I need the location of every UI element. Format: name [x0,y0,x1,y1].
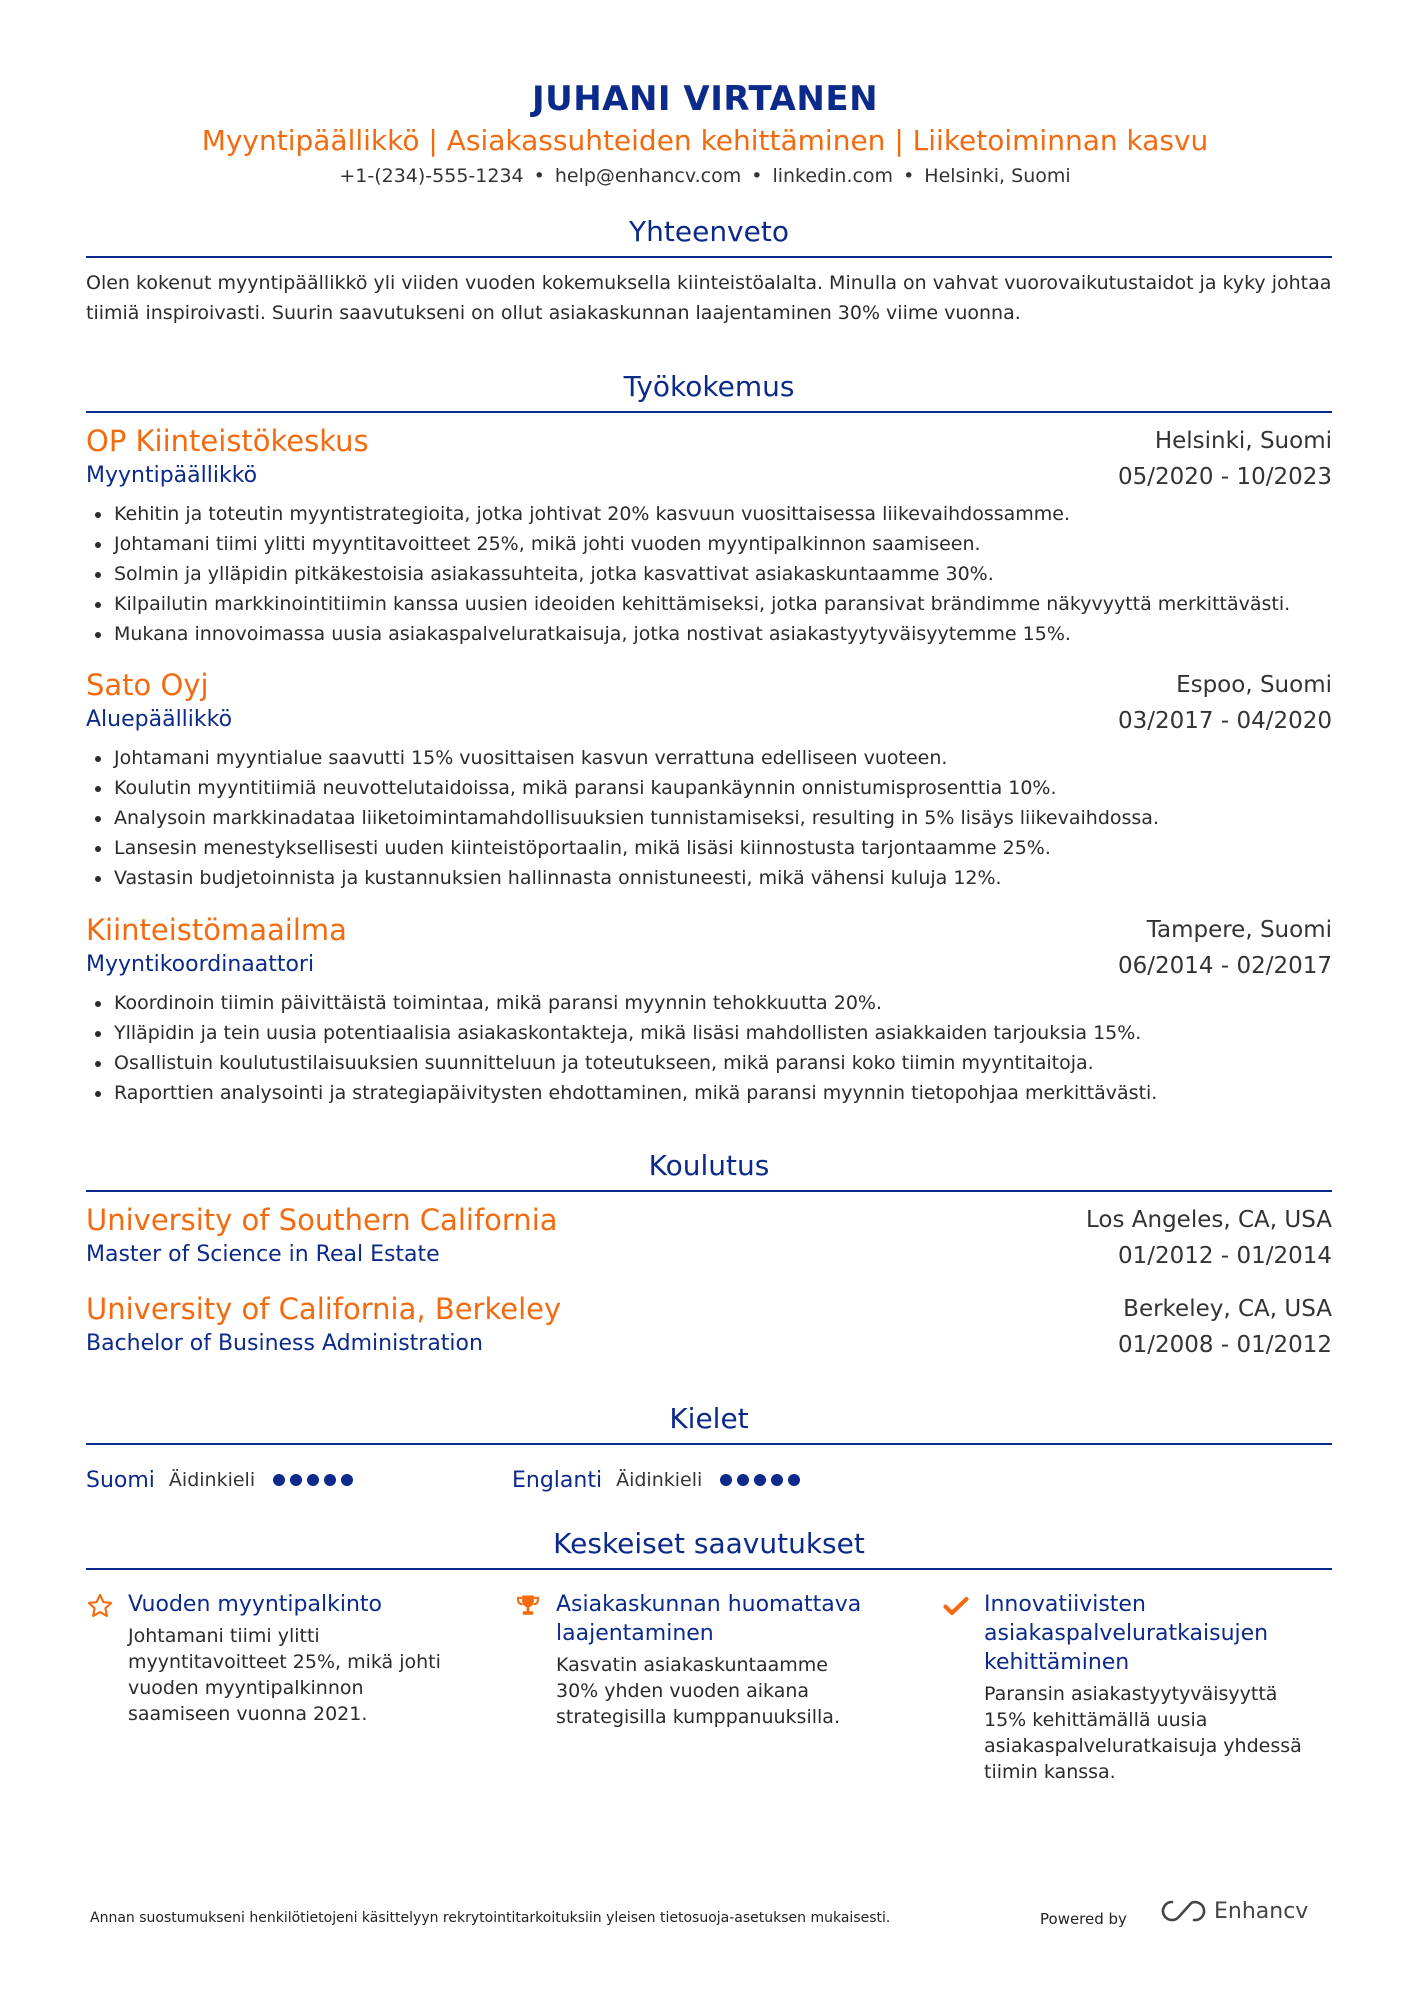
job-location: Helsinki, Suomi [1154,428,1332,454]
achievement-item [86,1590,446,1727]
separator-dot: • [751,165,763,187]
education-entry [86,1291,1332,1363]
language-name: Suomi [86,1467,155,1493]
rating-dot [720,1474,732,1486]
bullet-item: Vastasin budjetoinnista ja kustannuksien hallinnasta onnistuneesti, mikä vähensi kuluja 12%. [86,863,1332,893]
achievement-title: Asiakaskunnan huomattava laajentaminen [556,1592,862,1646]
bullet-item: Mukana innovoimassa uusia asiakaspalveluratkaisuja, jotka nostivat asiakastyytyväisyytemme 15%. [86,619,1332,649]
rating-dot [307,1474,319,1486]
bullet-item: Lansesin menestyksellisesti uuden kiinteistöportaalin, mikä lisäsi kiinnostusta tarjontaamme 25%. [86,833,1332,863]
phone: +1-(234)-555-1234 [339,165,524,187]
separator-dot: • [903,165,915,187]
section-divider [86,1190,1332,1192]
summary-text: Olen kokenut myyntipäällikkö yli viiden vuoden kokemuksella kiinteistöalalta. Minulla on vahvat vuorovaikutustaidot ja kyky johtaa tiimiä inspiroivasti. Suurin saavutukseni on ollut asiakaskunnan laajentaminen 30% viime vuonna. [86,272,1332,324]
language-item [86,1464,358,1496]
powered-by-label: Powered by [1040,1910,1127,1928]
linkedin[interactable]: linkedin.com [772,165,894,187]
school-name: University of Southern California [86,1203,558,1237]
education-entry [86,1202,1332,1274]
achievement-item [942,1590,1302,1785]
bullet-item: Solmin ja ylläpidin pitkäkestoisia asiakassuhteita, jotka kasvattivat asiakaskuntaamme 30%. [86,559,1332,589]
job-location: Espoo, Suomi [1176,672,1332,698]
separator-dot: • [533,165,545,187]
degree: Bachelor of Business Administration [86,1331,483,1356]
infinity-logo-icon [1160,1898,1206,1924]
school-location: Los Angeles, CA, USA [1086,1207,1332,1233]
section-title-summary: Yhteenveto [629,215,789,248]
achievement-description: Paransin asiakastyytyväisyyttä 15% kehittämällä uusia asiakaspalveluratkaisuja yhdessä tiimin kanssa. [984,1683,1302,1783]
bullet-item: Johtamani myyntialue saavutti 15% vuosittaisen kasvun verrattuna edelliseen vuoteen. [86,743,1332,773]
bullet-item: Kilpailutin markkinointitiimin kanssa uusien ideoiden kehittämiseksi, jotka paransivat brändimme näkyvyyttä merkittävästi. [86,589,1332,619]
job-entry [86,912,1332,1108]
job-entry [86,423,1332,649]
brand-name: Enhancv [1214,1898,1309,1924]
language-rating [720,1474,805,1486]
enhancv-logo[interactable] [1160,1898,1308,1924]
rating-dot [771,1474,783,1486]
achievement-title: Vuoden myyntipalkinto [128,1592,382,1617]
contact-line [0,162,1410,190]
language-rating [273,1474,358,1486]
job-dates: 06/2014 - 02/2017 [1117,953,1332,979]
rating-dot [341,1474,353,1486]
resume-header [0,78,1410,190]
section-title-achievements: Keskeiset saavutukset [553,1527,865,1560]
checkmark-icon [942,1592,970,1620]
job-role: Myyntipäällikkö [86,463,258,488]
bullet-item: Johtamani tiimi ylitti myyntitavoitteet 25%, mikä johti vuoden myyntipalkinnon saamiseen. [86,529,1332,559]
degree: Master of Science in Real Estate [86,1242,440,1267]
job-bullets [86,499,1332,649]
language-item [512,1464,805,1496]
job-role: Aluepäällikkö [86,707,233,732]
education-dates: 01/2012 - 01/2014 [1117,1243,1332,1269]
company-name: Kiinteistömaailma [86,913,347,947]
job-role: Myyntikoordinaattori [86,952,315,977]
rating-dot [788,1474,800,1486]
achievement-item [514,1590,874,1730]
language-level: Äidinkieli [168,1469,256,1491]
rating-dot [290,1474,302,1486]
gdpr-consent: Annan suostumukseni henkilötietojeni käsittelyyn rekrytointitarkoituksiin yleisen tietosuoja-asetuksen mukaisesti. [90,1910,891,1926]
section-title-education: Koulutus [648,1149,770,1182]
bullet-item: Osallistuin koulutustilaisuuksien suunnitteluun ja toteutukseen, mikä paransi koko tiimin myyntitaitoja. [86,1048,1332,1078]
section-divider [86,411,1332,413]
achievement-title: Innovatiivisten asiakaspalveluratkaisujen kehittäminen [984,1592,1269,1675]
school-name: University of California, Berkeley [86,1292,562,1326]
achievement-description: Kasvatin asiakaskuntaamme 30% yhden vuoden aikana strategisilla kumppanuuksilla. [556,1654,840,1728]
bullet-item: Koulutin myyntitiimiä neuvottelutaidoissa, mikä paransi kaupankäynnin onnistumisprosenttia 10%. [86,773,1332,803]
bullet-item: Kehitin ja toteutin myyntistrategioita, jotka johtivat 20% kasvuun vuosittaisessa liikevaihdossamme. [86,499,1332,529]
rating-dot [754,1474,766,1486]
company-name: OP Kiinteistökeskus [86,424,369,458]
trophy-icon [514,1592,542,1620]
education-dates: 01/2008 - 01/2012 [1117,1332,1332,1358]
section-divider [86,256,1332,258]
rating-dot [324,1474,336,1486]
section-divider [86,1443,1332,1445]
job-bullets [86,743,1332,893]
language-name: Englanti [512,1467,603,1493]
job-dates: 03/2017 - 04/2020 [1117,708,1332,734]
bullet-item: Analysoin markkinadataa liiketoimintamahdollisuuksien tunnistamiseksi, resulting in 5% lisäys liikevaihdossa. [86,803,1332,833]
section-title-languages: Kielet [669,1402,749,1435]
school-location: Berkeley, CA, USA [1123,1296,1332,1322]
email[interactable]: help@enhancv.com [554,165,742,187]
bullet-item: Raporttien analysointi ja strategiapäivitysten ehdottaminen, mikä paransi myynnin tietopohjaa merkittävästi. [86,1078,1332,1108]
achievement-description: Johtamani tiimi ylitti myyntitavoitteet 25%, mikä johti vuoden myyntipalkinnon saamiseen vuonna 2021. [128,1625,441,1725]
star-icon [86,1592,114,1620]
candidate-tagline: Myyntipäällikkö | Asiakassuhteiden kehittäminen | Liiketoiminnan kasvu [201,124,1209,157]
job-location: Tampere, Suomi [1146,917,1332,943]
bullet-item: Koordinoin tiimin päivittäistä toimintaa, mikä paransi myynnin tehokkuutta 20%. [86,988,1332,1018]
job-entry [86,667,1332,893]
location: Helsinki, Suomi [924,165,1071,187]
bullet-item: Ylläpidin ja tein uusia potentiaalisia asiakaskontakteja, mikä lisäsi mahdollisten asiakkaiden tarjouksia 15%. [86,1018,1332,1048]
language-level: Äidinkieli [616,1469,703,1491]
rating-dot [273,1474,285,1486]
company-name: Sato Oyj [86,668,209,702]
candidate-name: JUHANI VIRTANEN [531,79,879,119]
section-title-experience: Työkokemus [623,370,795,403]
job-bullets [86,988,1332,1108]
section-divider [86,1568,1332,1570]
rating-dot [737,1474,749,1486]
job-dates: 05/2020 - 10/2023 [1117,464,1332,490]
